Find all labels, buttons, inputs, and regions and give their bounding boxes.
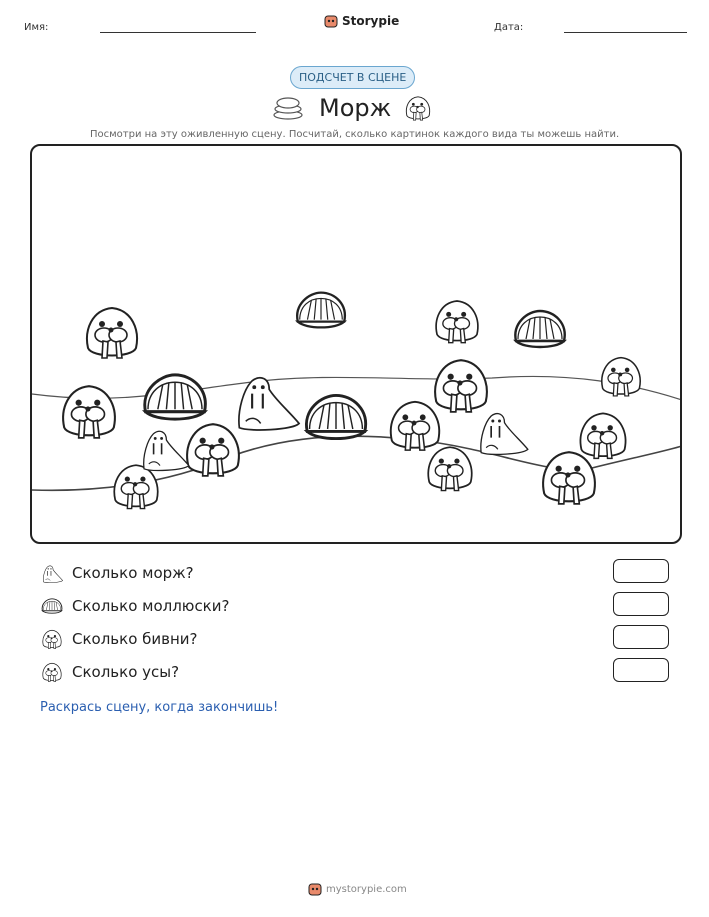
answer-box[interactable]	[613, 559, 669, 583]
clam	[515, 311, 564, 347]
walrus-head	[63, 386, 115, 438]
answer-box[interactable]	[613, 658, 669, 682]
walrus-head	[114, 465, 157, 508]
whiskers-icon	[40, 660, 64, 684]
coloring-note: Раскрась сцену, когда закончишь!	[40, 700, 279, 715]
question-text: Сколько бивни?	[72, 630, 198, 648]
worksheet-type-badge: ПОДСЧЕТ В СЦЕНЕ	[290, 66, 415, 89]
answer-box[interactable]	[613, 592, 669, 616]
walrus-head	[602, 358, 640, 396]
clam	[306, 395, 365, 438]
tusks-icon	[40, 627, 64, 651]
answer-box[interactable]	[613, 625, 669, 649]
footer-brand	[308, 882, 407, 896]
storypie-mascot-icon	[324, 14, 338, 28]
date-label: Дата:	[494, 22, 524, 33]
question-row	[40, 627, 198, 651]
instructions: Посмотри на эту оживленную сцену. Посчитай, сколько картинок каждого вида ты можешь найти.	[90, 129, 620, 140]
walrus-body	[144, 431, 189, 470]
walrus-head	[543, 452, 595, 504]
scene-frame[interactable]	[30, 144, 682, 544]
walrus-head	[436, 301, 478, 343]
walrus-head	[428, 447, 471, 490]
walrus-head	[87, 308, 137, 358]
clam-icon	[40, 594, 64, 618]
walrus-body	[239, 378, 299, 430]
walrus-body	[481, 414, 528, 455]
scene-illustration	[32, 146, 680, 542]
page-title: Морж	[319, 94, 392, 122]
date-line[interactable]	[564, 32, 687, 33]
question-row	[40, 660, 179, 684]
brand-logo	[324, 14, 399, 28]
walrus-head	[187, 424, 239, 476]
brand-name: Storypie	[342, 14, 400, 28]
clam	[297, 293, 345, 328]
question-row	[40, 561, 194, 585]
walrus-face-icon	[404, 93, 432, 123]
question-text: Сколько усы?	[72, 663, 180, 681]
question-text: Сколько морж?	[72, 564, 194, 582]
name-line[interactable]	[100, 32, 256, 33]
question-text: Сколько моллюски?	[72, 597, 230, 615]
walrus-icon	[40, 561, 64, 585]
question-row	[40, 594, 229, 618]
walrus-head	[435, 360, 487, 412]
clam-stack-icon	[272, 93, 304, 121]
walrus-head	[581, 413, 626, 458]
storypie-mascot-icon	[308, 882, 322, 896]
scene-wave-line-upper	[32, 376, 680, 400]
walrus-head	[391, 402, 439, 450]
name-label: Имя:	[24, 22, 49, 33]
footer-site[interactable]: mystorypie.com	[326, 883, 407, 895]
clam	[145, 375, 206, 419]
